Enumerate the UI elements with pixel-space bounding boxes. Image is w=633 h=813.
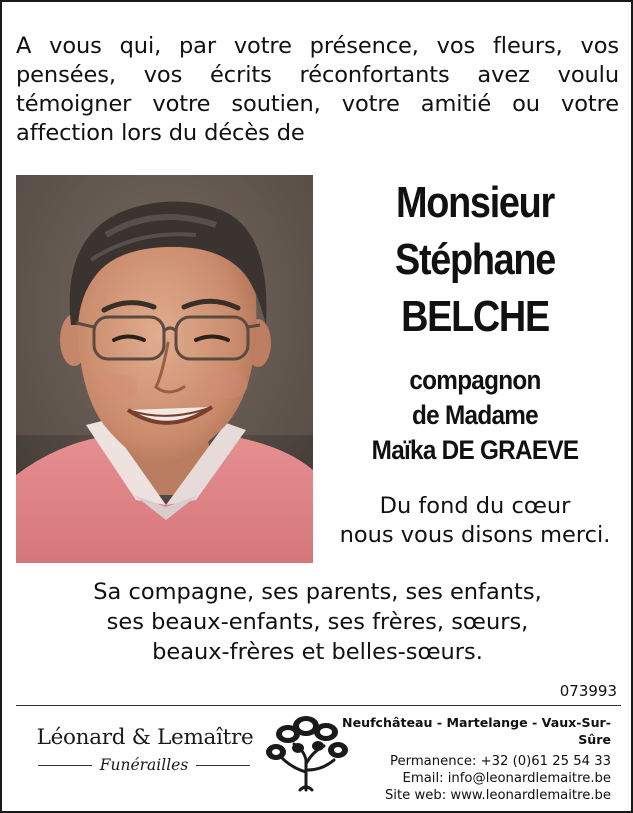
- divider-line: [38, 765, 92, 766]
- portrait-photo: [16, 175, 313, 563]
- reference-number: 073993: [559, 682, 617, 700]
- deceased-last-name: BELCHE: [401, 292, 549, 341]
- companion-line1: compagnon: [409, 365, 541, 395]
- footer-divider: [16, 705, 621, 706]
- family-line3: beaux-frères et belles-sœurs.: [152, 639, 483, 665]
- funeral-home-name: Léonard & Lemaître: [36, 725, 254, 750]
- deceased-name-block: [320, 174, 630, 468]
- divider-line: [196, 765, 250, 766]
- companion-block: [336, 363, 615, 468]
- funeral-home-subtitle: Funérailles: [99, 756, 189, 774]
- deceased-title: Monsieur: [396, 178, 554, 227]
- email-link[interactable]: Email: info@leonardlemaitre.be: [402, 771, 611, 786]
- funeral-home-subtitle-row: [38, 756, 250, 774]
- thanks-line1: Du fond du cœur: [379, 493, 571, 519]
- family-line2: ses beaux-enfants, ses frères, sœurs,: [106, 609, 529, 635]
- thanks-message: [320, 492, 630, 550]
- family-signature: [16, 577, 619, 667]
- companion-name: Maïka DE GRAEVE: [371, 435, 579, 465]
- intro-text: A vous qui, par votre présence, vos fleurs, vos pensées, vos écrits réconfortants avez voulu témoigner votre soutien, votre amitié ou votre affection lors du décès de: [16, 33, 619, 146]
- thanks-line2: nous vous disons merci.: [339, 522, 611, 548]
- companion-line2: de Madame: [412, 400, 538, 430]
- permanence-phone[interactable]: Permanence: +32 (0)61 25 54 33: [390, 754, 611, 769]
- deceased-first-name: Stéphane: [394, 235, 555, 284]
- locations: Neufchâteau - Martelange - Vaux-Sur-Sûre: [342, 715, 611, 747]
- tree-icon: [262, 712, 352, 792]
- website-link[interactable]: Site web: www.leonardlemaitre.be: [384, 788, 611, 803]
- contact-info: [341, 714, 611, 804]
- family-line1: Sa compagne, ses parents, ses enfants,: [93, 579, 542, 605]
